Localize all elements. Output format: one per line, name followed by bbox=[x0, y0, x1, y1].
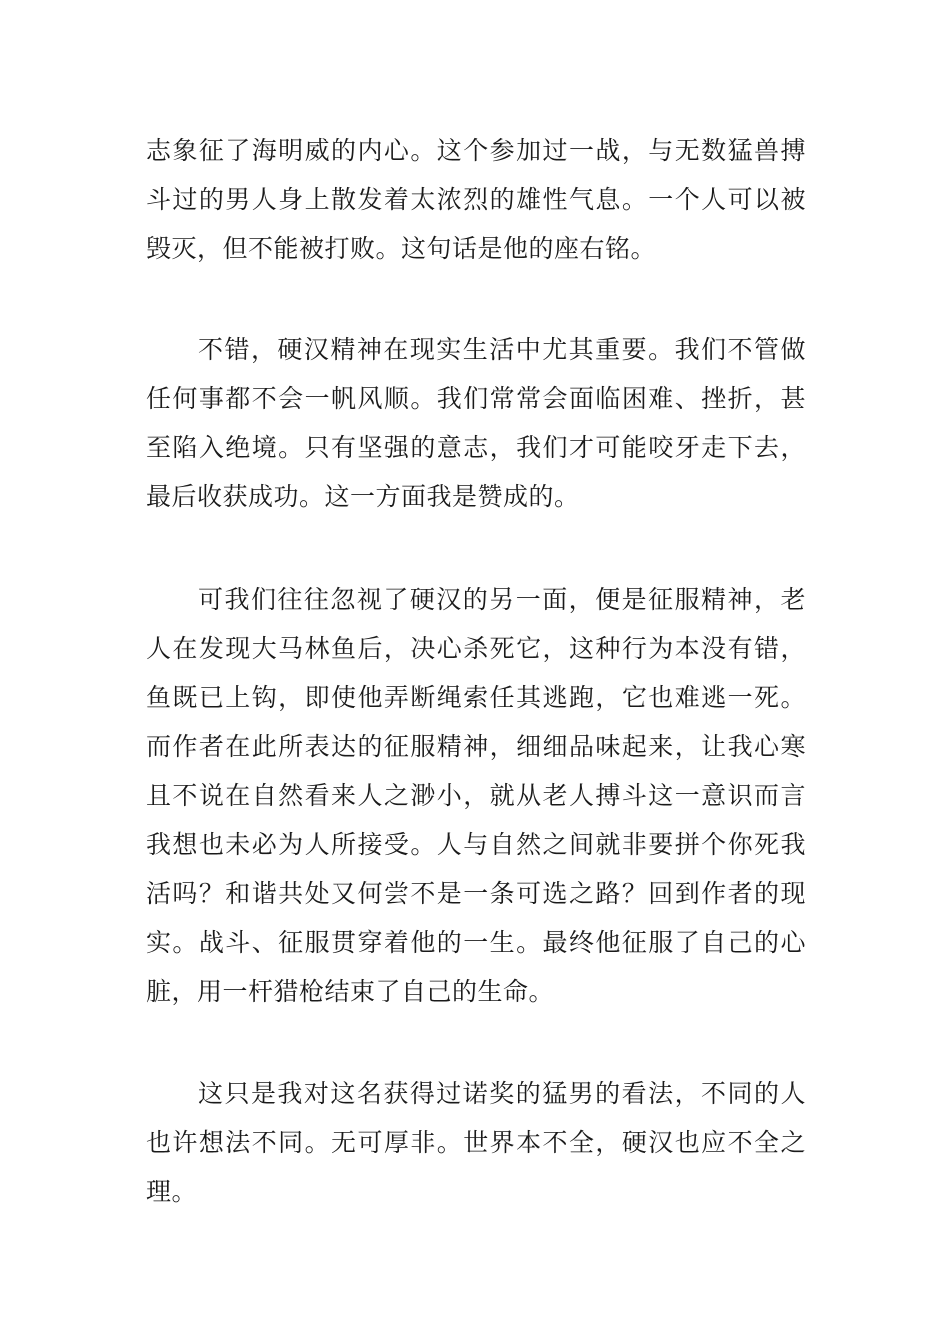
paragraph-line: 活吗？和谐共处又何尝不是一条可选之路？回到作者的现 bbox=[146, 879, 806, 908]
paragraph-1 bbox=[146, 126, 806, 273]
paragraph-line: 任何事都不会一帆风顺。我们常常会面临困难、挫折，甚 bbox=[146, 384, 806, 413]
paragraph-3 bbox=[146, 575, 806, 1016]
paragraph-line: 鱼既已上钩，即使他弄断绳索任其逃跑，它也难逃一死。 bbox=[146, 683, 806, 712]
paragraph-line: 最后收获成功。这一方面我是赞成的。 bbox=[146, 482, 580, 511]
paragraph-line: 也许想法不同。无可厚非。世界本不全，硬汉也应不全之 bbox=[146, 1128, 806, 1157]
paragraph-line: 脏，用一杆猎枪结束了自己的生命。 bbox=[146, 977, 555, 1006]
paragraph-2 bbox=[146, 325, 806, 521]
paragraph-line: 这只是我对这名获得过诺奖的猛男的看法，不同的人 bbox=[198, 1079, 806, 1108]
paragraph-line: 实。战斗、征服贯穿着他的一生。最终他征服了自己的心 bbox=[146, 928, 806, 957]
paragraph-line: 且不说在自然看来人之渺小，就从老人搏斗这一意识而言 bbox=[146, 781, 806, 810]
paragraph-line: 可我们往往忽视了硬汉的另一面，便是征服精神，老 bbox=[198, 585, 806, 614]
paragraph-line: 毁灭，但不能被打败。这句话是他的座右铭。 bbox=[146, 234, 657, 263]
paragraph-line: 而作者在此所表达的征服精神，细细品味起来，让我心寒 bbox=[146, 732, 806, 761]
paragraph-line: 斗过的男人身上散发着太浓烈的雄性气息。一个人可以被 bbox=[146, 185, 806, 214]
paragraph-4 bbox=[146, 1069, 806, 1216]
paragraph-line: 志象征了海明威的内心。这个参加过一战，与无数猛兽搏 bbox=[146, 136, 806, 165]
paragraph-line: 我想也未必为人所接受。人与自然之间就非要拼个你死我 bbox=[146, 830, 806, 859]
paragraph-line: 不错，硬汉精神在现实生活中尤其重要。我们不管做 bbox=[198, 335, 806, 364]
paragraph-line: 至陷入绝境。只有坚强的意志，我们才可能咬牙走下去， bbox=[146, 433, 806, 462]
paragraph-line: 理。 bbox=[146, 1177, 198, 1206]
paragraph-line: 人在发现大马林鱼后，决心杀死它，这种行为本没有错， bbox=[146, 634, 806, 663]
